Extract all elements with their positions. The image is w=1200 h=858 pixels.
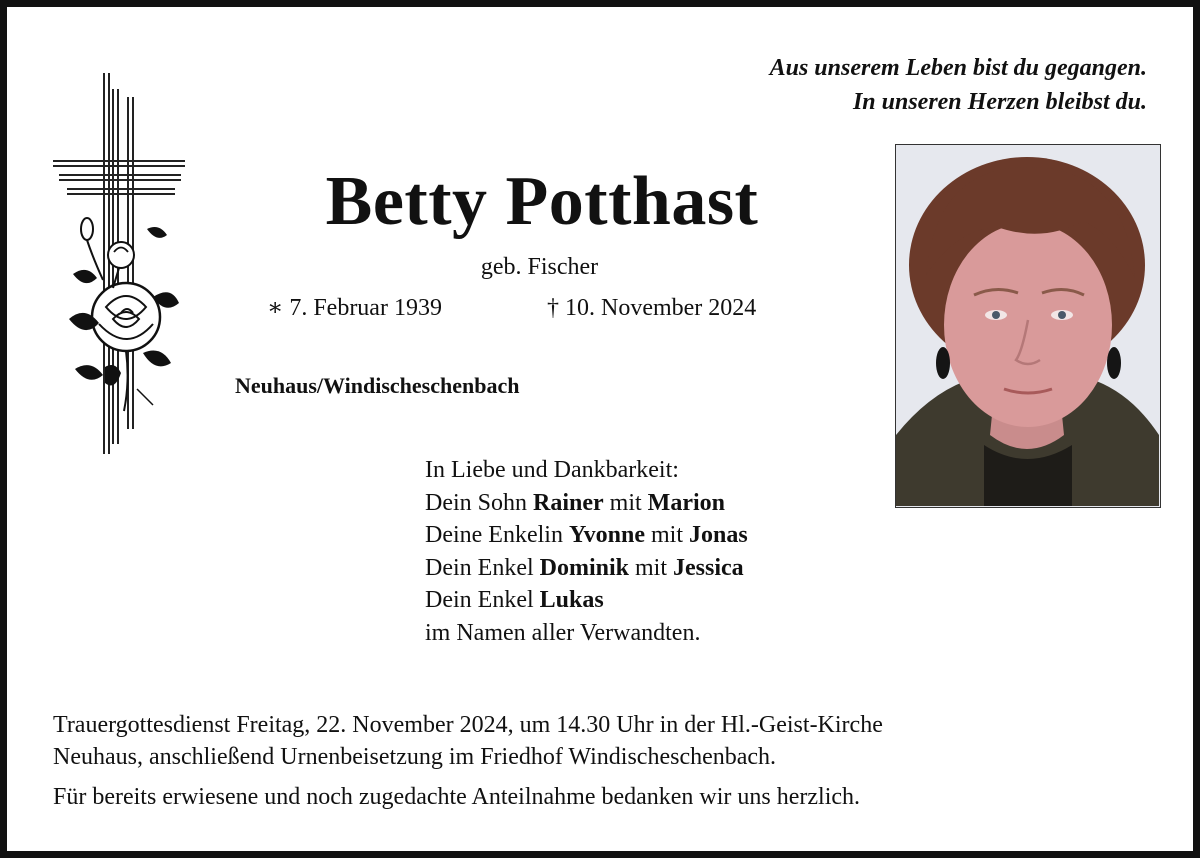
service-announcement <box>53 709 1163 773</box>
death-date: † 10. November 2024 <box>547 295 757 321</box>
deceased-name: Betty Potthast <box>325 163 759 240</box>
rose-icon <box>69 218 179 411</box>
mourners-block <box>425 454 748 649</box>
mourner-relation: Dein Enkel <box>425 587 540 613</box>
mourner-joiner: mit <box>603 489 648 516</box>
service-line-1: Trauergottesdienst Freitag, 22. November 2024, um 14.30 Uhr in der Hl.-Geist-Kirche <box>53 712 883 738</box>
mourner-relation: Dein Enkel <box>425 554 540 581</box>
mourner-partner: Jessica <box>673 554 744 581</box>
mourner-row <box>425 552 748 585</box>
mourner-name: Yvonne <box>568 522 645 548</box>
mourner-name: Dominik <box>539 554 629 581</box>
residence-place: Neuhaus/Windischeschenbach <box>235 373 520 398</box>
birth-date: ∗ 7. Februar 1939 <box>267 295 442 321</box>
mourner-joiner: mit <box>644 522 689 548</box>
cross-with-rose-icon <box>51 69 191 454</box>
mourner-row <box>425 584 748 617</box>
mourners-intro: In Liebe und Dankbarkeit: <box>425 457 679 483</box>
thanks-note: Für bereits erwiesene und noch zugedachte Anteilnahme bedanken wir uns herzlich. <box>53 784 861 810</box>
mourner-partner: Marion <box>647 489 725 516</box>
mourner-name: Lukas <box>539 587 604 613</box>
motto-line-2: In unseren Herzen bleibst du. <box>852 89 1147 115</box>
mourners-closing: im Namen aller Verwandten. <box>425 619 701 646</box>
mourner-name: Rainer <box>533 489 604 516</box>
mourner-joiner: mit <box>629 554 674 581</box>
service-line-2: Neuhaus, anschließend Urnenbeisetzung im Friedhof Windischeschenbach. <box>53 744 777 770</box>
mourner-relation: Deine Enkelin <box>425 522 569 548</box>
motto-line-1: Aus unserem Leben bist du gegangen. <box>769 55 1147 81</box>
mourner-row <box>425 487 748 520</box>
portrait-photo <box>895 144 1161 508</box>
mourner-row <box>425 519 748 552</box>
mourner-partner: Jonas <box>689 522 748 548</box>
motto <box>770 51 1147 119</box>
mourner-relation: Dein Sohn <box>425 489 533 516</box>
maiden-name: geb. Fischer <box>480 254 599 280</box>
